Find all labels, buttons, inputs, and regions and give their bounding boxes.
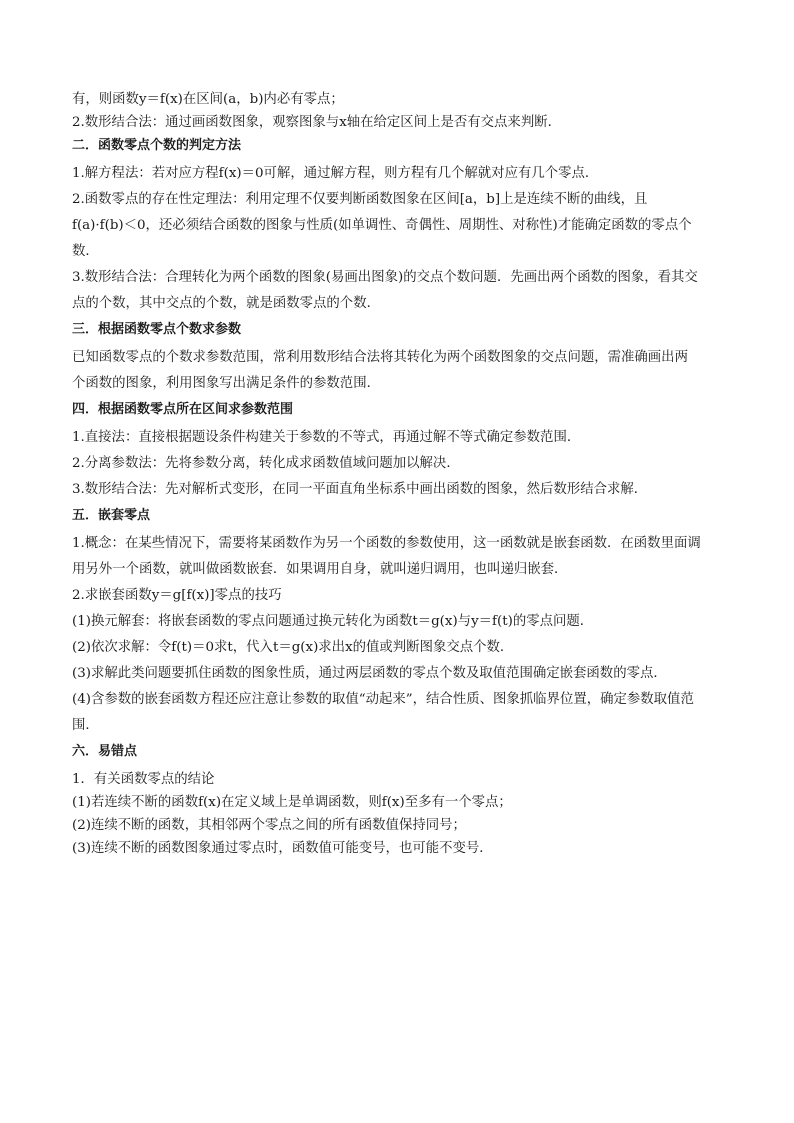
paragraph-line: 已知函数零点的个数求参数范围，常利用数形结合法将其转化为两个函数图象的交点问题，需准确画出两 bbox=[72, 350, 688, 365]
paragraph-line: 1．有关函数零点的结论 bbox=[72, 772, 215, 787]
paragraph-line: (4)含参数的嵌套函数方程还应注意让参数的取值“动起来”，结合性质、图象抓临界位置，确定参数取值范 bbox=[72, 692, 694, 707]
paragraph-line: (3)连续不断的函数图象通过零点时，函数值可能变号，也可能不变号． bbox=[72, 841, 493, 856]
paragraph-line: 3.数形结合法：先对解析式变形，在同一平面直角坐标系中画出函数的图象，然后数形结合求解． bbox=[72, 482, 648, 497]
paragraph-line: 个函数的图象，利用图象写出满足条件的参数范围． bbox=[72, 376, 380, 391]
section-heading: 四．根据函数零点所在区间求参数范围 bbox=[72, 402, 294, 417]
paragraph-line: 用另外一个函数，就叫做函数嵌套．如果调用自身，就叫递归调用，也叫递归嵌套． bbox=[72, 562, 568, 577]
paragraph-line: 2.数形结合法：通过画函数图象，观察图象与x轴在给定区间上是否有交点来判断． bbox=[72, 115, 561, 130]
paragraph-line: 数． bbox=[72, 244, 99, 259]
paragraph-line: 1.概念：在某些情况下，需要将某函数作为另一个函数的参数使用，这一函数就是嵌套函数．在函数里面调 bbox=[72, 536, 701, 551]
paragraph-line: (3)求解此类问题要抓住函数的图象性质，通过两层函数的零点个数及取值范围确定嵌套函数的零点． bbox=[72, 666, 667, 681]
section-heading: 六．易错点 bbox=[72, 744, 138, 759]
section-heading: 三．根据函数零点个数求参数 bbox=[72, 322, 242, 337]
paragraph-line: 1.直接法：直接根据题设条件构建关于参数的不等式，再通过解不等式确定参数范围． bbox=[72, 430, 581, 445]
section-heading: 二．函数零点个数的判定方法 bbox=[72, 138, 242, 153]
paragraph-line: 1.解方程法：若对应方程f(x)＝0可解，通过解方程，则方程有几个解就对应有几个零点． bbox=[72, 166, 599, 181]
paragraph-line: (2)连续不断的函数，其相邻两个零点之间的所有函数值保持同号； bbox=[72, 818, 466, 833]
paragraph-line: 2.分离参数法：先将参数分离，转化成求函数值域问题加以解决． bbox=[72, 456, 460, 471]
paragraph-line: 围． bbox=[72, 718, 99, 733]
document-page bbox=[72, 90, 724, 862]
paragraph-line: 2.函数零点的存在性定理法：利用定理不仅要判断函数图象在区间[a，b]上是连续不断的曲线，且 bbox=[72, 192, 648, 207]
paragraph-line: 2.求嵌套函数y＝g[f(x)]零点的技巧 bbox=[72, 588, 282, 603]
paragraph-line: (2)依次求解：令f(t)＝0求t，代入t＝g(x)求出x的值或判断图象交点个数． bbox=[72, 640, 514, 655]
section-heading: 五．嵌套零点 bbox=[72, 508, 151, 523]
paragraph-line: f(a)·f(b)＜0，还必须结合函数的图象与性质(如单调性、奇偶性、周期性、对称性)才能确定函数的零点个 bbox=[72, 218, 692, 233]
paragraph-line: 点的个数，其中交点的个数，就是函数零点的个数． bbox=[72, 296, 380, 311]
paragraph-line: (1)换元解套：将嵌套函数的零点问题通过换元转化为函数t＝g(x)与y＝f(t)的零点问题． bbox=[72, 614, 594, 629]
paragraph-line: 3.数形结合法：合理转化为两个函数的图象(易画出图象)的交点个数问题．先画出两个函数的图象，看其交 bbox=[72, 270, 698, 285]
paragraph-line: 有，则函数y＝f(x)在区间(a，b)内必有零点； bbox=[72, 92, 344, 107]
paragraph-line: (1)若连续不断的函数f(x)在定义域上是单调函数，则f(x)至多有一个零点； bbox=[72, 795, 512, 810]
